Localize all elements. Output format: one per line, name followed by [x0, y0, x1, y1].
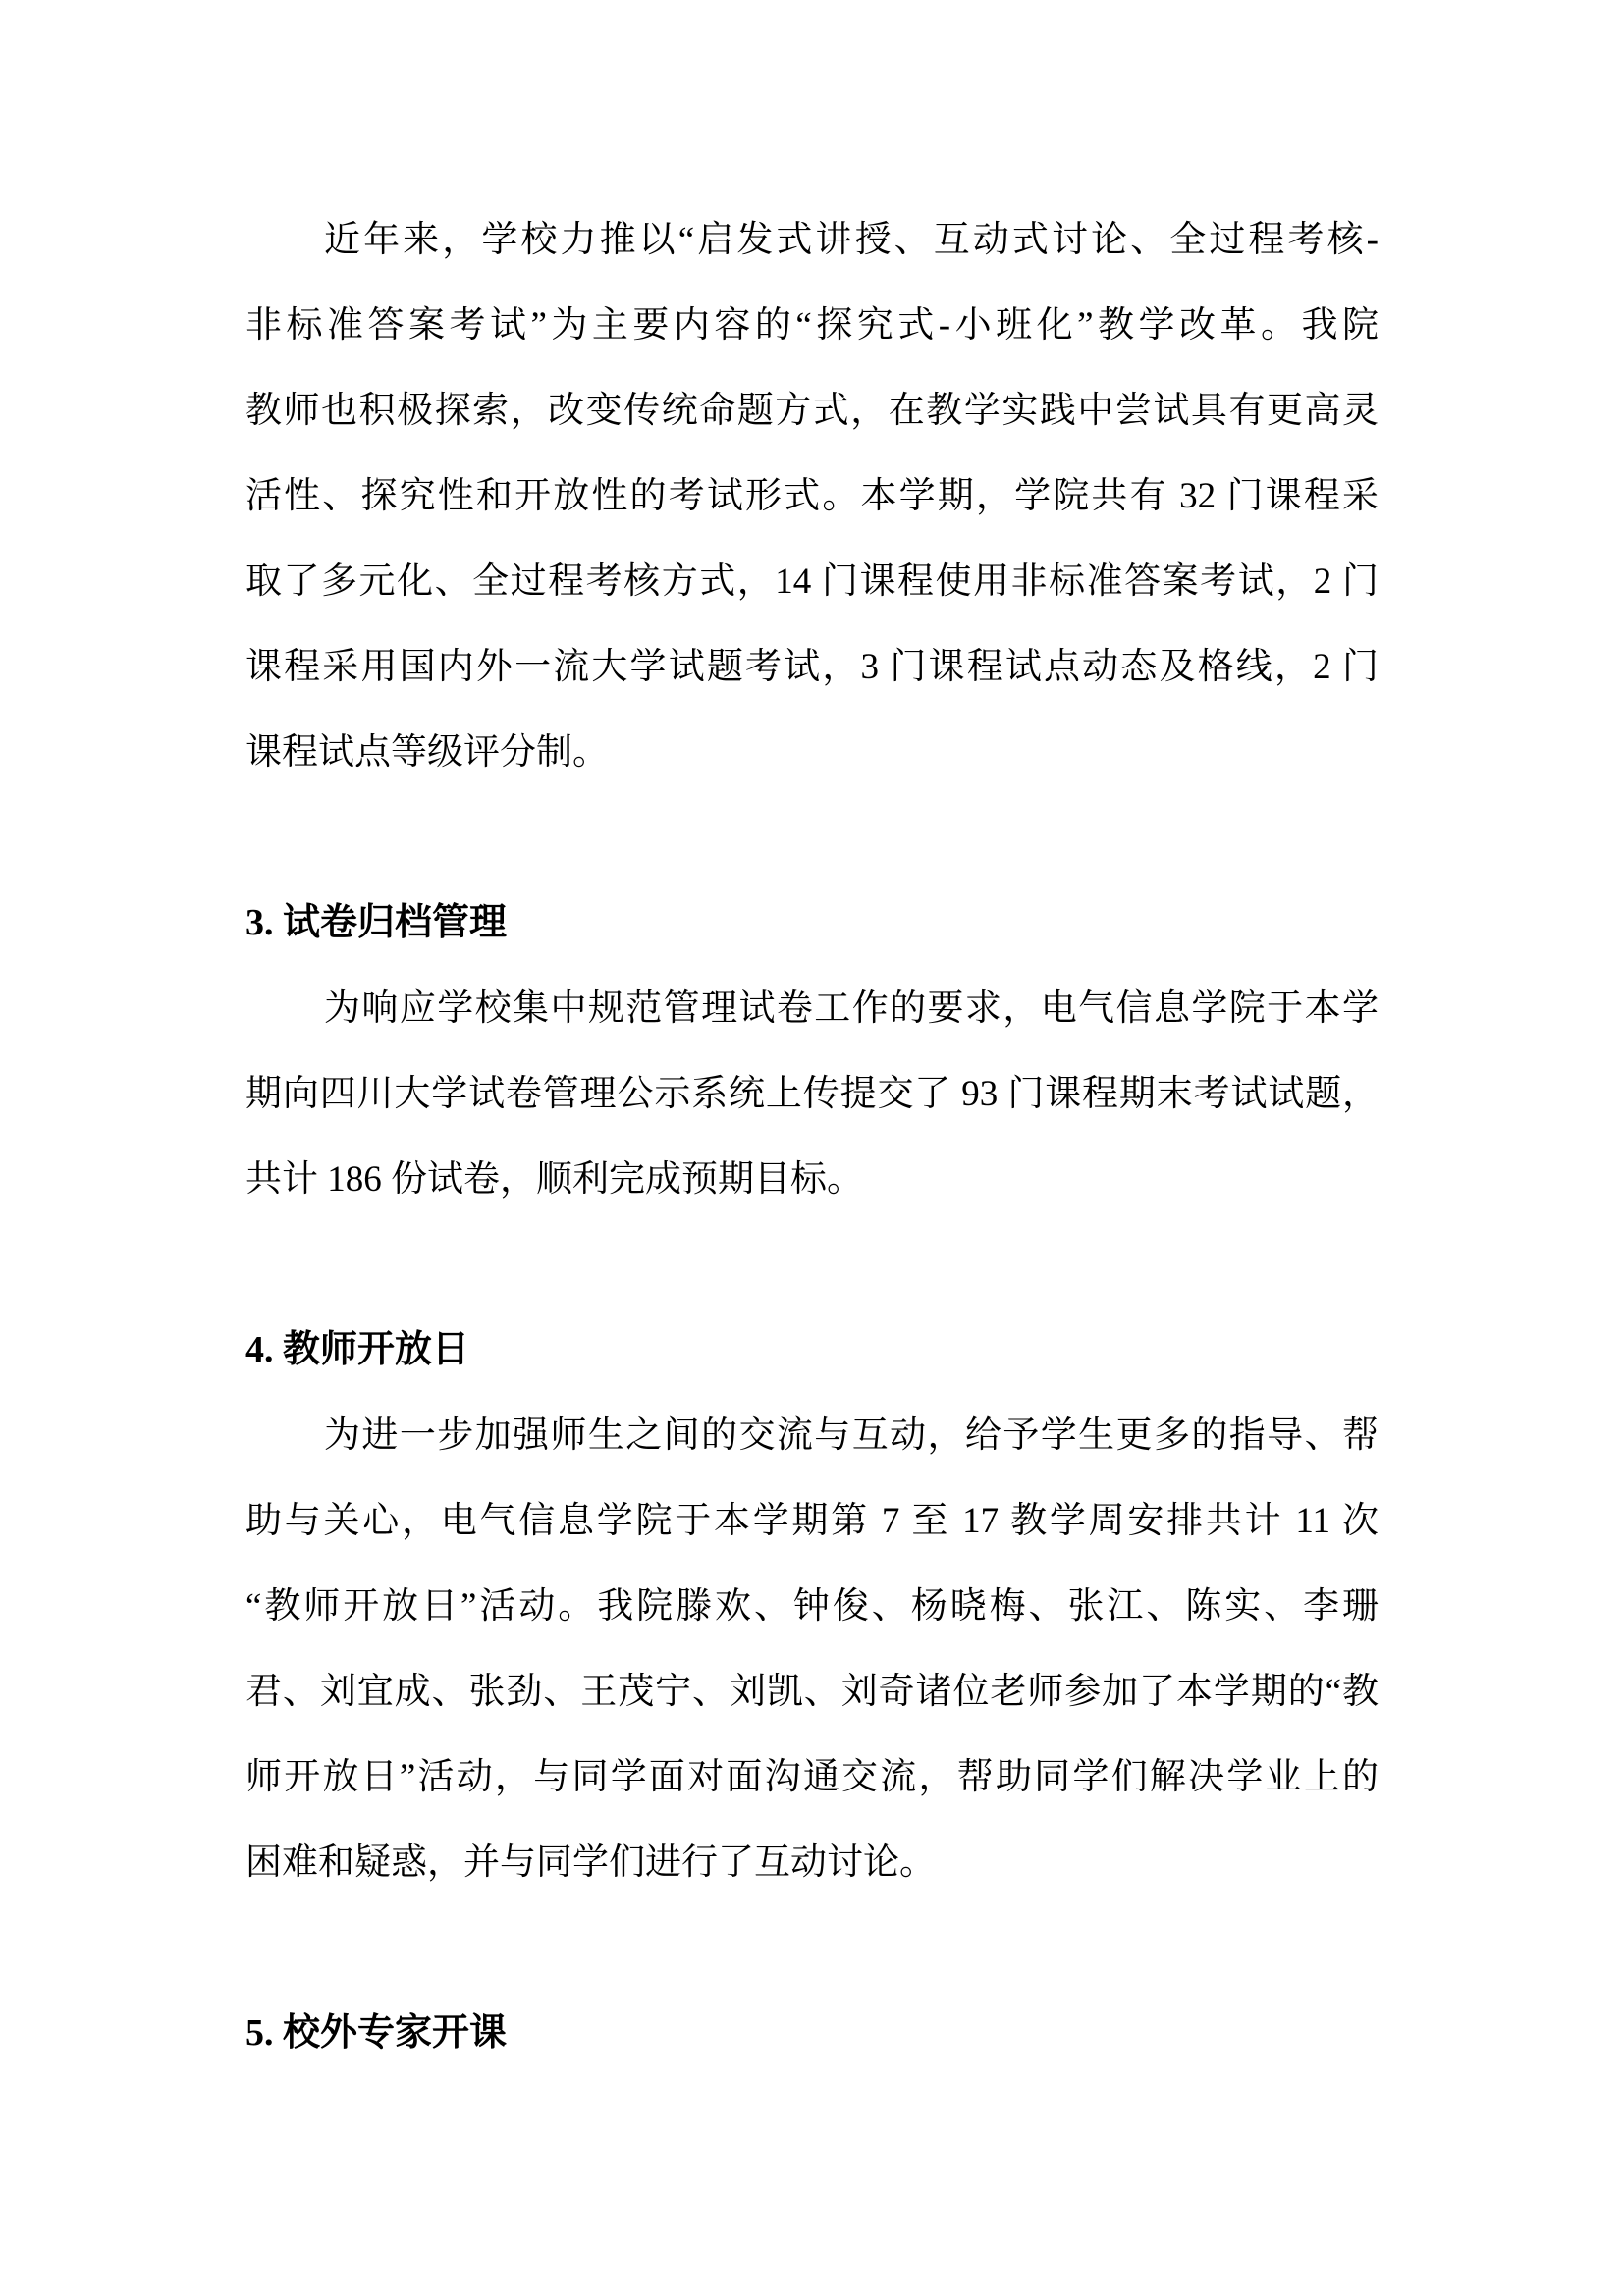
paragraph-exam-archive	[245, 966, 1379, 1222]
text-line: 取了多元化、全过程考核方式，14 门课程使用非标准答案考试，2 门	[245, 561, 1379, 602]
text-line: 共计 186 份试卷，顺利完成预期目标。	[245, 1159, 863, 1200]
paragraph-teacher-open-day	[245, 1393, 1379, 1905]
paragraph-exam-reform	[245, 197, 1379, 795]
text-line: 课程试点等级评分制。	[245, 732, 609, 773]
heading-section-3-exam-archive: 3. 试卷归档管理	[245, 902, 508, 943]
text-line: 近年来，学校力推以“启发式讲授、互动式讨论、全过程考核-	[324, 220, 1379, 260]
text-line: 课程采用国内外一流大学试题考试，3 门课程试点动态及格线，2 门	[245, 647, 1379, 687]
text-line: 为进一步加强师生之间的交流与互动，给予学生更多的指导、帮	[324, 1415, 1379, 1456]
text-line: 活性、探究性和开放性的考试形式。本学期，学院共有 32 门课程采	[245, 476, 1379, 516]
text-line: 师开放日”活动，与同学面对面沟通交流，帮助同学们解决学业上的	[245, 1757, 1379, 1797]
heading-section-4-teacher-open-day: 4. 教师开放日	[245, 1329, 470, 1370]
text-line: 期向四川大学试卷管理公示系统上传提交了 93 门课程期末考试试题，	[245, 1074, 1379, 1114]
text-line: 教师也积极探索，改变传统命题方式，在教学实践中尝试具有更高灵	[245, 391, 1379, 431]
text-line: 君、刘宜成、张劲、王茂宁、刘凯、刘奇诸位老师参加了本学期的“教	[245, 1672, 1379, 1712]
text-line: 助与关心，电气信息学院于本学期第 7 至 17 教学周安排共计 11 次	[245, 1501, 1379, 1541]
text-line: 为响应学校集中规范管理试卷工作的要求，电气信息学院于本学	[324, 988, 1379, 1029]
text-line: 非标准答案考试”为主要内容的“探究式-小班化”教学改革。我院	[245, 305, 1379, 346]
text-line: 困难和疑惑，并与同学们进行了互动讨论。	[245, 1842, 936, 1883]
text-line: “教师开放日”活动。我院滕欢、钟俊、杨晓梅、张江、陈实、李珊	[245, 1586, 1379, 1627]
heading-section-5-external-experts: 5. 校外专家开课	[245, 2012, 508, 2054]
document-body	[245, 197, 1379, 2076]
